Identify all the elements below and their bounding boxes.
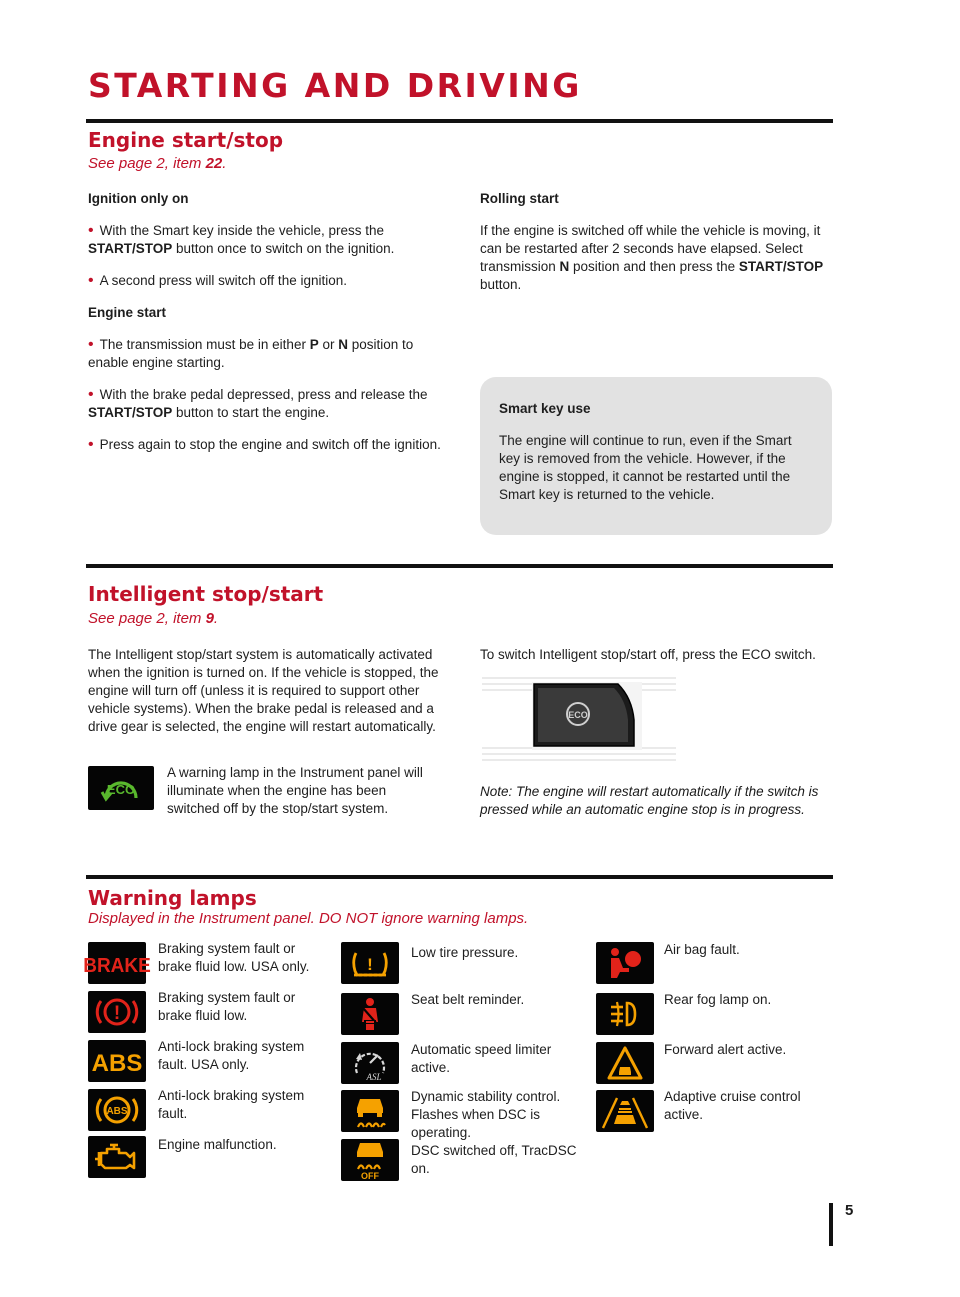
rolling-start-text: If the engine is switched off while the vehicle is moving, it can be restarted after 2 seconds have elapsed. Select transmission N position and then press the START/STOP button. <box>480 223 824 292</box>
eco-icon <box>98 768 144 808</box>
ignition-bullet-2: • A second press will switch off the ignition. <box>88 272 444 290</box>
page-header: STARTING AND DRIVING <box>88 66 582 105</box>
subtitle-prefix: See page 2, item <box>88 155 206 172</box>
subtitle-prefix: See page 2, item <box>88 610 206 627</box>
tire-pressure-label: ! <box>367 955 373 974</box>
section-subtitle-warning: Displayed in the Instrument panel. DO NOT ignore warning lamps. <box>88 910 529 927</box>
section-divider <box>86 564 833 568</box>
lamp-text-abs: Anti-lock braking system fault. <box>158 1088 305 1121</box>
lamp-text-asl: Automatic speed limiter active. <box>411 1042 552 1075</box>
section-title-warning: Warning lamps <box>88 886 257 910</box>
section-subtitle-engine <box>88 155 226 172</box>
lamp-text-brake: Braking system fault or brake fluid low. <box>158 990 296 1023</box>
subtitle-item: 22 <box>205 155 223 172</box>
engine-left-column <box>88 190 444 468</box>
lamp-text-adaptive-cruise: Adaptive cruise control active. <box>664 1089 801 1122</box>
seatbelt-icon <box>341 993 399 1035</box>
engine-right-column <box>480 190 832 308</box>
section-title-stopstart: Intelligent stop/start <box>88 582 324 606</box>
lamp-text-airbag: Air bag fault. <box>664 942 740 957</box>
abs-text-label: ABS <box>91 1050 143 1077</box>
abs-circle-label: ABS <box>106 1106 128 1117</box>
adaptive-cruise-icon <box>596 1090 654 1132</box>
lamp-text-tire: Low tire pressure. <box>411 945 519 960</box>
page-number-bar <box>829 1203 833 1246</box>
rear-fog-icon <box>596 993 654 1035</box>
subtitle-suffix: . <box>213 610 219 627</box>
eco-switch-label: ECO <box>568 710 588 720</box>
dsc-off-label: OFF <box>361 1171 379 1181</box>
lamp-text-seatbelt: Seat belt reminder. <box>411 992 525 1007</box>
smart-key-text: The engine will continue to run, even if the Smart key is removed from the vehicle. However, if the engine is stopped, it cannot be restarted until the Smart key is returned to the vehicle. <box>499 433 792 502</box>
eco-note: Note: The engine will restart automatically if the switch is pressed while an automatic engine stop is in progress. <box>480 784 819 817</box>
engine-start-heading: Engine start <box>88 305 167 320</box>
brake-text-icon <box>83 942 151 984</box>
forward-alert-icon <box>596 1042 654 1084</box>
engine-start-bullet-2: • With the brake pedal depressed, press and release the START/STOP button to start the engine. <box>88 386 444 422</box>
section-divider <box>86 119 833 123</box>
section-divider <box>86 875 833 879</box>
airbag-icon <box>596 942 654 984</box>
rolling-start-heading: Rolling start <box>480 191 559 206</box>
smart-key-content <box>499 400 809 518</box>
lamp-text-abs-usa: Anti-lock braking system fault. USA only. <box>158 1039 305 1072</box>
lamp-text-brake-usa: Braking system fault or brake fluid low. USA only. <box>158 941 310 974</box>
speed-limiter-icon <box>341 1042 399 1084</box>
dsc-off-icon <box>341 1139 399 1181</box>
eco-switch-illustration <box>482 670 676 766</box>
subtitle-item: 9 <box>205 610 214 627</box>
brake-text-label: BRAKE <box>83 954 151 978</box>
subtitle-suffix: . <box>222 155 227 172</box>
abs-text-icon <box>88 1040 146 1082</box>
brake-circle-icon <box>88 991 146 1033</box>
lamp-text-dsc-off: DSC switched off, TracDSC on. <box>411 1143 577 1176</box>
lamp-text-dsc: Dynamic stability control. Flashes when DSC is operating. <box>411 1089 561 1140</box>
lamp-text-forward-alert: Forward alert active. <box>664 1042 787 1057</box>
tire-pressure-icon <box>341 942 399 984</box>
engine-start-bullet-3: • Press again to stop the engine and switch off the ignition. <box>88 436 444 454</box>
eco-switch-text: To switch Intelligent stop/start off, press the ECO switch. <box>480 647 816 662</box>
smart-key-heading: Smart key use <box>499 401 591 416</box>
eco-warning-lamp-icon <box>88 766 154 810</box>
engine-start-bullet-1: • The transmission must be in either P or N position to enable engine starting. <box>88 336 444 372</box>
ignition-bullet-1: • With the Smart key inside the vehicle, press the START/STOP button once to switch on the ignition. <box>88 222 444 258</box>
section-title-engine: Engine start/stop <box>88 128 284 152</box>
section-subtitle-stopstart <box>88 610 218 627</box>
lamp-text-engine: Engine malfunction. <box>158 1137 277 1152</box>
abs-circle-icon <box>88 1089 146 1131</box>
engine-icon <box>88 1136 146 1178</box>
eco-lamp-description: A warning lamp in the Instrument panel will illuminate when the engine has been switched off by the stop/start system. <box>167 765 423 816</box>
stopstart-body: The Intelligent stop/start system is automatically activated when the ignition is turned on. If the vehicle is stopped, the engine will turn off (unless it is required to support other vehicle systems). When the brake pedal is released and a drive gear is selected, the engine will restart automatically. <box>88 647 439 734</box>
ignition-heading: Ignition only on <box>88 191 189 206</box>
eco-lamp-label: ECO <box>106 782 136 797</box>
dsc-icon <box>341 1090 399 1132</box>
brake-circle-label: ! <box>113 1003 121 1024</box>
lamp-text-rear-fog: Rear fog lamp on. <box>664 992 772 1007</box>
page-number: 5 <box>845 1202 854 1219</box>
speed-limiter-label: ASL <box>366 1072 382 1082</box>
